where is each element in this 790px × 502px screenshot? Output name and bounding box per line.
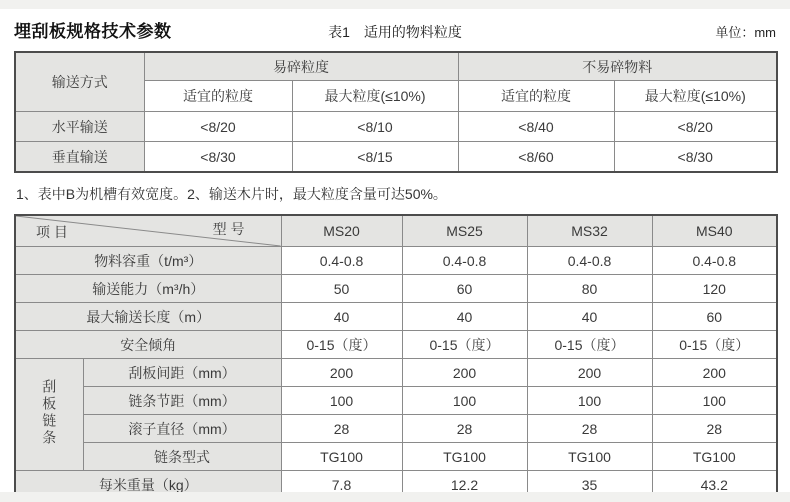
row-label-bulk-density: 物料容重（t/m³） [15, 247, 281, 275]
table-cell: 0.4-0.8 [402, 247, 527, 275]
subheader-max-size: 最大粒度(≤10%) [614, 81, 777, 112]
page-top-strip [0, 0, 790, 9]
particle-size-table [14, 51, 778, 173]
spec-table [14, 214, 778, 500]
table-row [15, 443, 777, 471]
table-cell: 100 [527, 387, 652, 415]
table-cell: 40 [527, 303, 652, 331]
header-conveying-mode: 输送方式 [15, 52, 144, 112]
table-row [15, 142, 777, 173]
corner-model-label: 型 号 [212, 221, 245, 237]
table-cell: TG100 [527, 443, 652, 471]
table-cell: 100 [281, 387, 402, 415]
table-row [15, 247, 777, 275]
page-bottom-strip [0, 492, 790, 502]
table-cell: 12.2 [402, 471, 527, 500]
page-content [0, 17, 790, 500]
page-title: 埋刮板规格技术参数 [14, 22, 172, 41]
table-row [15, 415, 777, 443]
table-row [15, 112, 777, 142]
row-label-max-length: 最大输送长度（m） [15, 303, 281, 331]
table-cell: TG100 [652, 443, 777, 471]
model-header-ms25: MS25 [402, 215, 527, 247]
table-row [15, 359, 777, 387]
table-cell: 60 [652, 303, 777, 331]
row-label-roller-diameter: 滚子直径（mm） [83, 415, 281, 443]
unit-label: 单位：mm [715, 25, 777, 40]
row-label-chain-pitch: 链条节距（mm） [83, 387, 281, 415]
table-row [15, 387, 777, 415]
table-row [15, 275, 777, 303]
table-cell: <8/30 [614, 142, 777, 173]
row-label-chain-type: 链条型式 [83, 443, 281, 471]
model-header-ms40: MS40 [652, 215, 777, 247]
table-cell: 60 [402, 275, 527, 303]
table-cell: <8/40 [458, 112, 614, 142]
title-row [14, 17, 776, 42]
table-cell: 200 [652, 359, 777, 387]
corner-cell [15, 215, 281, 247]
table-cell: 28 [527, 415, 652, 443]
table-cell: 0.4-0.8 [652, 247, 777, 275]
row-label-capacity: 输送能力（m³/h） [15, 275, 281, 303]
model-header-ms20: MS20 [281, 215, 402, 247]
table-cell: 0-15（度） [652, 331, 777, 359]
table-cell: 35 [527, 471, 652, 500]
table-cell: 28 [402, 415, 527, 443]
table-cell: <8/15 [292, 142, 458, 173]
table-cell: 40 [402, 303, 527, 331]
footnote-text: 1、表中B为机槽有效宽度。2、输送木片时，最大粒度含量可达50%。 [16, 186, 447, 202]
group-label-scraper-chain: 刮板链条 [15, 359, 83, 471]
table-cell: <8/10 [292, 112, 458, 142]
table1-caption: 表1 适用的物料粒度 [328, 24, 462, 40]
table-cell: 50 [281, 275, 402, 303]
table-cell: 200 [402, 359, 527, 387]
table-cell: 200 [281, 359, 402, 387]
table-cell: 120 [652, 275, 777, 303]
corner-item-label: 项 目 [36, 224, 68, 240]
subheader-max-size: 最大粒度(≤10%) [292, 81, 458, 112]
table-cell: 28 [281, 415, 402, 443]
row-label-horizontal: 水平输送 [15, 112, 144, 142]
table-cell: 200 [527, 359, 652, 387]
model-header-ms32: MS32 [527, 215, 652, 247]
table-cell: 100 [402, 387, 527, 415]
table-cell: 0-15（度） [281, 331, 402, 359]
table-cell: 43.2 [652, 471, 777, 500]
row-label-vertical: 垂直输送 [15, 142, 144, 173]
row-label-safe-angle: 安全倾角 [15, 331, 281, 359]
table-cell: 0.4-0.8 [281, 247, 402, 275]
table-cell: 100 [652, 387, 777, 415]
table-cell: 28 [652, 415, 777, 443]
table-cell: TG100 [402, 443, 527, 471]
table-row [15, 303, 777, 331]
header-nonfragile-group: 不易碎物料 [458, 52, 777, 81]
table-cell: 80 [527, 275, 652, 303]
table-cell: 0-15（度） [527, 331, 652, 359]
table-cell: <8/20 [144, 112, 292, 142]
subheader-suitable-size: 适宜的粒度 [458, 81, 614, 112]
table-cell: 7.8 [281, 471, 402, 500]
table-cell: <8/30 [144, 142, 292, 173]
table-cell: TG100 [281, 443, 402, 471]
header-fragile-group: 易碎粒度 [144, 52, 458, 81]
row-label-weight-per-meter: 每米重量（kg） [15, 471, 281, 500]
table-cell: 40 [281, 303, 402, 331]
table-cell: 0-15（度） [402, 331, 527, 359]
table-cell: 0.4-0.8 [527, 247, 652, 275]
table-cell: <8/60 [458, 142, 614, 173]
table-cell: <8/20 [614, 112, 777, 142]
table-row [15, 331, 777, 359]
row-label-scraper-spacing: 刮板间距（mm） [83, 359, 281, 387]
subheader-suitable-size: 适宜的粒度 [144, 81, 292, 112]
